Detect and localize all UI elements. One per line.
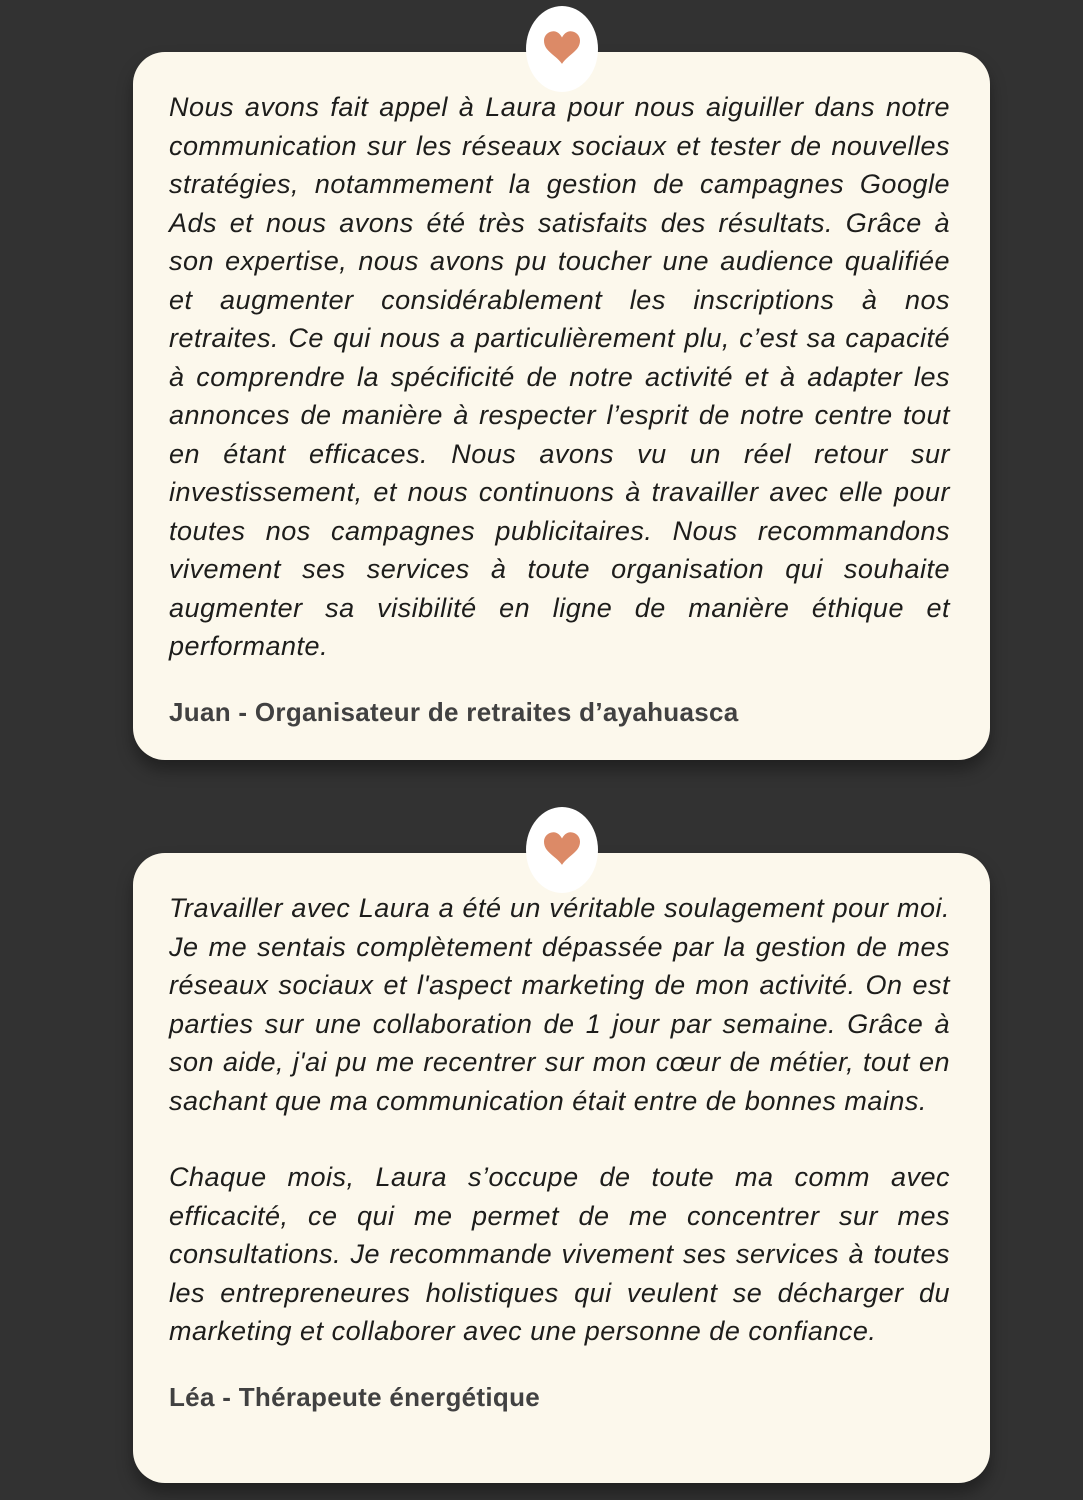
testimonial-text: Nous avons fait appel à Laura pour nous aiguiller dans notre communication sur les réseaux sociaux et tester de nouvelles stratégies, notammement la gestion de campagnes Google Ads et nous avons été très satisfaits des résultats. Grâce à son expertise, nous avons pu toucher une audience qualifiée et augmenter considérablement les inscriptions à nos retraites. Ce qui nous a particulièrement plu, c’est sa capacité à comprendre la spécificité de notre activité et à adapter les annonces de manière à respecter l’esprit de notre centre tout en étant efficaces. Nous avons vu un réel retour sur investissement, et nous continuons à travailler avec elle pour toutes nos campagnes publicitaires. Nous recommandons vivement ses services à toute organisation qui souhaite augmenter sa visibilité en ligne de manière éthique et performante. [169,92,950,661]
heart-badge [526,807,598,893]
testimonial-text: Travailler avec Laura a été un véritable soulagement pour moi. Je me sentais complètement dépassée par la gestion de mes réseaux sociaux et l'aspect marketing de mon activité. On est parties sur une collaboration de 1 jour par semaine. Grâce à son aide, j'ai pu me recentrer sur mon cœur de métier, tout en sachant que ma communication était entre de bonnes mains. [169,893,950,1116]
heart-icon [544,832,580,865]
testimonial-author: Juan - Organisateur de retraites d’ayahuasca [169,696,739,727]
testimonial-text: Chaque mois, Laura s’occupe de toute ma comm avec efficacité, ce qui me permet de me concentrer sur mes consultations. Je recommande vivement ses services à toutes les entrepreneures holistiques qui veulent se décharger du marketing et collaborer avec une personne de confiance. [169,1162,950,1346]
testimonial-author: Léa - Thérapeute énergétique [169,1381,541,1412]
testimonial-card-juan [133,52,990,760]
testimonial-card-lea [133,853,990,1483]
heart-icon [544,31,580,64]
heart-badge [526,6,598,92]
